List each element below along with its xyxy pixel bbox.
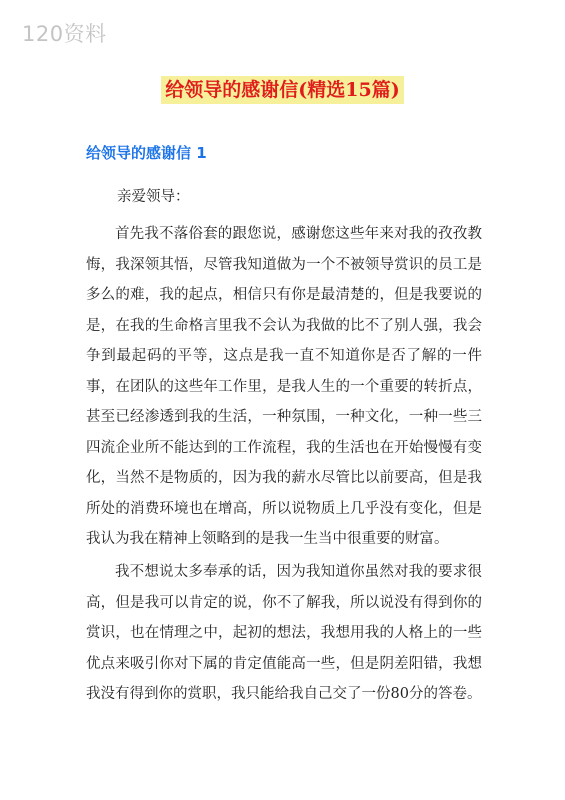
body-paragraph-1: 首先我不落俗套的跟您说，感谢您这些年来对我的孜孜教悔，我深领其悟，尽管我知道做为一个不被领导赏识的员工是多么的难，我的起点，相信只有你是最清楚的，但是我要说的是，在我的生命格言里我不会认为我做的比不了别人强，我会争到最起码的平等，这点是我一直不知道你是否了解的一件事，在团队的这些年工作里，是我人生的一个重要的转折点，甚至已经渗透到我的生活，一种氛围，一种文化，一种一些三四流企业所不能达到的工作流程，我的生活也在开始慢慢有变化，当然不是物质的，因为我的薪水尽管比以前要高，但是我所处的消费环境也在增高，所以说物质上几乎没有变化，但是我认为我在精神上领略到的是我一生当中很重要的财富。 [86,226,482,547]
salutation: 亲爱领导： [117,189,190,205]
title-container [0,76,565,104]
document-title: 给领导的感谢信(精选15篇) [161,76,403,104]
body-paragraph-2: 我不想说太多奉承的话，因为我知道你虽然对我的要求很高，但是我可以肯定的说，你不了解我，所以说没有得到你的赏识，也在情理之中，起初的想法，我想用我的人格上的一些优点来吸引你对下属的肯定值能高一些，但是阴差阳错，我想我没有得到你的赏职，我只能给我自己交了一份80分的答卷。 [86,564,482,702]
section-heading: 给领导的感谢信 1 [86,144,207,162]
watermark-logo: 120资料 [22,22,107,46]
